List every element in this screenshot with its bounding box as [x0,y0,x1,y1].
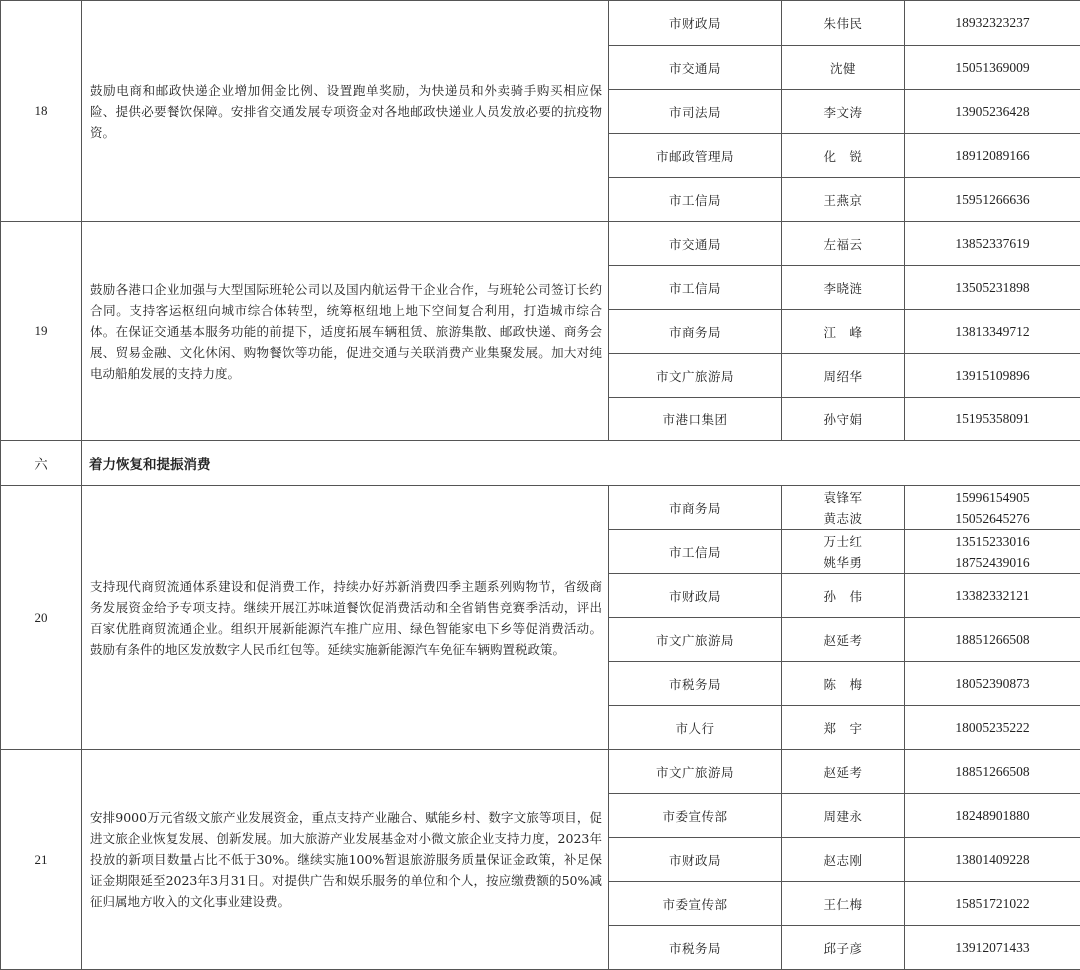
contact-person-cell: 江 峰 [782,310,905,354]
phone-cell: 13912071433 [905,926,1080,970]
contact-person-cell: 陈 梅 [782,662,905,706]
department-cell: 市财政局 [609,574,782,618]
item-number: 20 [1,486,82,750]
phone-cell: 15051369009 [905,46,1080,90]
section-number: 六 [1,441,82,486]
contact-person-name: 袁锋军 [823,489,863,505]
contact-person-name: 万士红 [823,533,863,549]
item-number: 18 [1,1,82,222]
phone-cell: 13382332121 [905,574,1080,618]
phone-cell: 13801409228 [905,838,1080,882]
department-cell: 市港口集团 [609,398,782,441]
phone-number: 18752439016 [955,554,1030,570]
table-row [1,222,1080,266]
table-row [1,1,1080,46]
phone-cell: 18248901880 [905,794,1080,838]
section-header-row [1,441,1080,486]
contact-person-cell: 沈健 [782,46,905,90]
department-cell: 市财政局 [609,838,782,882]
item-number: 21 [1,750,82,970]
item-description: 鼓励电商和邮政快递企业增加佣金比例、设置跑单奖励，为快递员和外卖骑手购买相应保险、提供必要餐饮保障。安排省交通发展专项资金对各地邮政快递业人员发放必要的抗疫物资。 [82,1,609,222]
department-cell: 市文广旅游局 [609,750,782,794]
department-cell: 市税务局 [609,926,782,970]
department-cell: 市工信局 [609,178,782,222]
department-cell: 市委宣传部 [609,794,782,838]
phone-cell: 13505231898 [905,266,1080,310]
section-title: 着力恢复和提振消费 [82,441,1080,486]
contact-person-cell: 邱子彦 [782,926,905,970]
contact-person-cell: 朱伟民 [782,1,905,46]
phone-cell: 13905236428 [905,90,1080,134]
department-cell: 市司法局 [609,90,782,134]
item-description: 安排9000万元省级文旅产业发展资金，重点支持产业融合、赋能乡村、数字文旅等项目，促进文旅企业恢复发展、创新发展。加大旅游产业发展基金对小微文旅企业支持力度，2023年投放的新项目数量占比不低于30%。继续实施100%暂退旅游服务质量保证金政策，补足保证金期限延至2023年3月31日。对提供广告和娱乐服务的单位和个人，按应缴费额的50%减征归属地方收入的文化事业建设费。 [82,750,609,970]
contact-person-cell [782,530,905,574]
contact-person-cell: 王燕京 [782,178,905,222]
department-cell: 市交通局 [609,46,782,90]
department-cell: 市商务局 [609,486,782,530]
table-row [1,750,1080,794]
contact-person-cell: 李文涛 [782,90,905,134]
phone-cell: 18851266508 [905,618,1080,662]
phone-cell: 18005235222 [905,706,1080,750]
department-cell: 市税务局 [609,662,782,706]
contact-person-cell [782,486,905,530]
phone-cell: 18851266508 [905,750,1080,794]
department-cell: 市文广旅游局 [609,618,782,662]
phone-cell [905,486,1080,530]
phone-number: 15052645276 [955,510,1030,526]
contact-person-cell: 王仁梅 [782,882,905,926]
phone-cell: 15195358091 [905,398,1080,441]
phone-cell: 18052390873 [905,662,1080,706]
contact-person-cell: 郑 宇 [782,706,905,750]
phone-number: 15996154905 [955,489,1030,505]
department-cell: 市工信局 [609,266,782,310]
contact-person-name: 姚华勇 [823,554,863,570]
item-number: 19 [1,222,82,441]
department-cell: 市工信局 [609,530,782,574]
department-cell: 市邮政管理局 [609,134,782,178]
contact-person-cell: 赵延考 [782,750,905,794]
item-description: 鼓励各港口企业加强与大型国际班轮公司以及国内航运骨干企业合作，与班轮公司签订长约合同。支持客运枢纽向城市综合体转型，统筹枢纽地上地下空间复合利用，打造城市综合体。在保证交通基本服务功能的前提下，适度拓展车辆租赁、旅游集散、邮政快递、商务会展、贸易金融、文化休闲、购物餐饮等功能，促进交通与关联消费产业集聚发展。加大对纯电动船舶发展的支持力度。 [82,222,609,441]
department-cell: 市商务局 [609,310,782,354]
item-description: 支持现代商贸流通体系建设和促消费工作，持续办好苏新消费四季主题系列购物节，省级商务发展资金给予专项支持。继续开展江苏味道餐饮促消费活动和全省销售竞赛季活动，评出百家优胜商贸流通企业。组织开展新能源汽车推广应用、绿色智能家电下乡等促消费活动。鼓励有条件的地区发放数字人民币红包等。延续实施新能源汽车免征车辆购置税政策。 [82,486,609,750]
phone-cell: 13852337619 [905,222,1080,266]
department-cell: 市财政局 [609,1,782,46]
contact-person-cell: 周建永 [782,794,905,838]
phone-number: 13515233016 [955,533,1030,549]
contact-person-cell: 周绍华 [782,354,905,398]
phone-cell: 18912089166 [905,134,1080,178]
phone-cell [905,530,1080,574]
contact-person-cell: 孙守娟 [782,398,905,441]
department-cell: 市人行 [609,706,782,750]
department-cell: 市文广旅游局 [609,354,782,398]
contact-person-cell: 孙 伟 [782,574,905,618]
phone-cell: 18932323237 [905,1,1080,46]
contact-person-cell: 赵延考 [782,618,905,662]
contact-person-cell: 左福云 [782,222,905,266]
phone-cell: 13915109896 [905,354,1080,398]
phone-cell: 13813349712 [905,310,1080,354]
table-row [1,486,1080,530]
phone-cell: 15951266636 [905,178,1080,222]
contact-person-name: 黄志波 [823,510,863,526]
contact-person-cell: 赵志刚 [782,838,905,882]
contact-person-cell: 化 锐 [782,134,905,178]
department-cell: 市交通局 [609,222,782,266]
contact-person-cell: 李晓涟 [782,266,905,310]
department-cell: 市委宣传部 [609,882,782,926]
phone-cell: 15851721022 [905,882,1080,926]
